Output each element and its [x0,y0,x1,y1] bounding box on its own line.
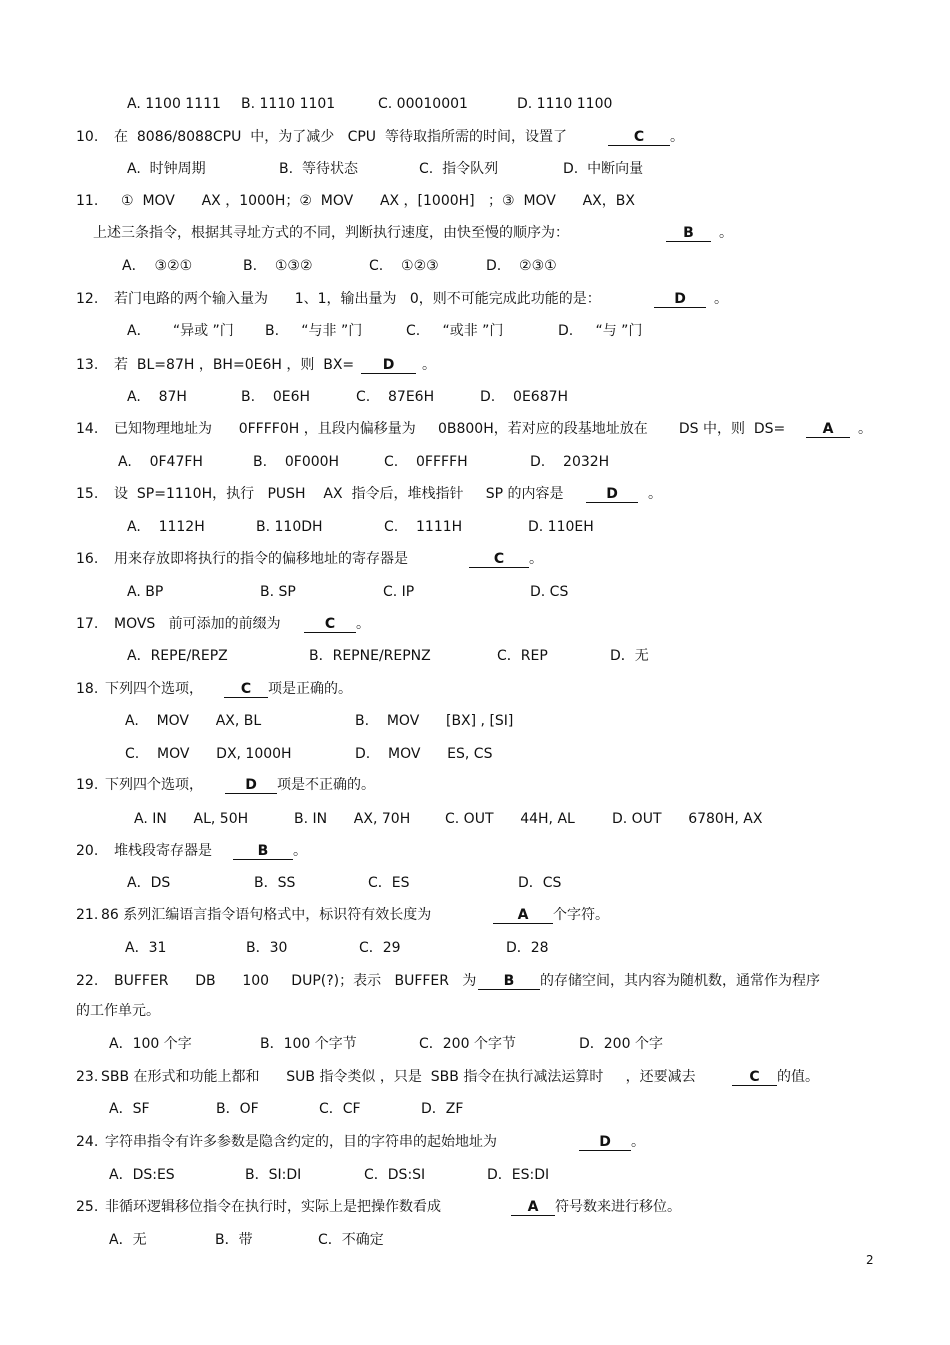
q23-number: 23. [76,1069,99,1085]
q20-option-d: D．CS [518,875,562,891]
q10-option-c: C. 指令队列 [419,161,499,177]
q21-option-d: D．28 [506,940,549,956]
q9-option-a: A. 1100 1111 [127,96,221,112]
q19-answer: D 项是不正确的。 [225,776,375,794]
q25-number: 25. [76,1199,99,1215]
q10-option-b: B. 等待状态 [279,161,358,177]
q13-option-d: D. 0E687H [480,389,569,405]
q18-option-a: A. MOV AX, BL [125,713,262,729]
q20-number: 20. [76,843,99,859]
q15-option-a: A. 1112H [127,519,205,535]
q11-answer: B 。 [666,224,733,242]
q11-option-b: B. ①③② [243,258,313,274]
q18-option-c: C. MOV DX, 1000H [125,746,292,762]
q15-option-b: B. 110DH [256,519,323,535]
q24-stem: 字符串指令有许多参数是隐含约定的，目的字符串的起始地址为 [105,1134,497,1150]
q23-stem: SBB 在形式和功能上都和 SUB 指令类似 ，只是 SBB 指令在执行减法运算时 ，还要减去 [101,1069,696,1085]
q9-option-c: C. 00010001 [378,96,468,112]
q14-stem: 已知物理地址为 0FFFF0H ，且段内偏移量为 0B800H，若对应的段基地址放在 DS 中，则 DS= [114,421,786,437]
q21-option-a: A．31 [125,940,167,956]
q12-number: 12. [76,291,99,307]
q20-option-b: B．SS [254,875,296,891]
q12-stem: 若门电路的两个输入量为 1、1，输出量为 0，则不可能完成此功能的是： [114,291,601,307]
q17-option-c: C．REP [497,648,548,664]
q12-option-b: B. “与非 ”门 [265,323,363,339]
q23-option-d: D．ZF [421,1101,464,1117]
q11-stem-2: 上述三条指令，根据其寻址方式的不同，判断执行速度，由快至慢的顺序为： [93,225,569,241]
q12-option-c: C. “或非 ”门 [406,323,504,339]
q15-option-c: C. 1111H [384,519,463,535]
q15-answer: D 。 [586,485,662,503]
q11-option-c: C. ①②③ [369,258,439,274]
q25-answer: A 符号数来进行移位。 [511,1198,681,1216]
q19-stem: 下列四个选项， [105,777,203,793]
q11-option-d: D. ②③① [486,258,557,274]
q18-option-b: B. MOV [BX] , [SI] [355,713,514,729]
q24-option-c: C．DS:SI [364,1167,426,1183]
q14-option-b: B. 0F000H [253,454,340,470]
q15-stem: 设 SP=1110H，执行 PUSH AX 指令后，堆栈指针 SP 的内容是 [114,486,564,502]
q10-stem: 在 8086/8088CPU 中，为了减少 CPU 等待取指所需的时间，设置了 [114,129,567,145]
q22-number: 22. [76,973,99,989]
q18-answer: C 项是正确的。 [224,680,352,698]
q14-option-a: A. 0F47FH [118,454,203,470]
q23-option-a: A．SF [109,1101,150,1117]
q24-option-a: A．DS:ES [109,1167,175,1183]
q20-answer: B 。 [233,842,307,860]
q17-answer: C 。 [304,615,370,633]
q21-stem: 86 系列汇编语言指令语句格式中，标识符有效长度为 [101,907,432,923]
q25-option-c: C．不确定 [318,1232,384,1248]
q19-option-b: B. IN AX, 70H [294,811,411,827]
q9-option-b: B. 1110 1101 [241,96,336,112]
q19-option-a: A. IN AL, 50H [134,811,249,827]
q20-option-c: C．ES [368,875,410,891]
q10-answer: C 。 [608,128,684,146]
q14-number: 14. [76,421,99,437]
q14-answer: A 。 [806,420,872,438]
q25-option-a: A．无 [109,1232,147,1248]
q10-option-d: D. 中断向量 [563,161,644,177]
q22-option-c: C．200 个字节 [419,1036,516,1052]
q21-answer: A 个字符。 [493,906,609,924]
q19-option-c: C. OUT 44H, AL [445,811,575,827]
q22-stem: BUFFER DB 100 DUP(?)；表示 BUFFER 为 [114,973,477,989]
q18-option-d: D. MOV ES, CS [355,746,493,762]
q18-number: 18. [76,681,99,697]
q12-option-a: A． “异或 ”门 [127,323,234,339]
q10-option-a: A. 时钟周期 [127,161,206,177]
q23-answer: C 的值。 [732,1068,819,1086]
q17-option-b: B．REPNE/REPNZ [309,648,431,664]
q24-option-b: B．SI:DI [245,1167,302,1183]
q11-stem: ① MOV AX ，1000H；② MOV AX ，[1000H] ；③ MOV AX，BX [121,193,635,209]
q21-number: 21. [76,907,99,923]
q20-stem: 堆栈段寄存器是 [114,843,212,859]
q16-stem: 用来存放即将执行的指令的偏移地址的寄存器是 [114,551,408,567]
q20-option-a: A．DS [127,875,171,891]
q13-option-b: B. 0E6H [241,389,311,405]
q13-answer: D 。 [361,356,436,374]
q10-number: 10. [76,129,99,145]
page-number: 2 [866,1253,874,1267]
q15-number: 15. [76,486,99,502]
q21-option-b: B．30 [246,940,288,956]
q13-option-a: A. 87H [127,389,187,405]
q17-option-a: A．REPE/REPZ [127,648,228,664]
q15-option-d: D. 110EH [528,519,594,535]
q25-option-b: B．带 [215,1232,253,1248]
q23-option-c: C．CF [319,1101,361,1117]
q13-stem: 若 BL=87H ，BH=0E6H ，则 BX= [114,357,355,373]
q22-option-a: A．100 个字 [109,1036,192,1052]
q12-answer: D 。 [654,290,728,308]
q24-answer: D 。 [579,1133,645,1151]
q13-option-c: C. 87E6H [356,389,435,405]
q24-option-d: D．ES:DI [487,1167,550,1183]
q19-option-d: D. OUT 6780H, AX [612,811,763,827]
q22-answer: B 的存储空间，其内容为随机数，通常作为程序 [478,972,820,990]
q21-option-c: C．29 [359,940,401,956]
q17-option-d: D．无 [610,648,649,664]
q11-option-a: A． ③②① [122,258,193,274]
q13-number: 13. [76,357,99,373]
q14-option-d: D. 2032H [530,454,610,470]
q16-option-b: B. SP [260,584,296,600]
q18-stem: 下列四个选项， [105,681,203,697]
q9-option-d: D. 1110 1100 [517,96,613,112]
q11-number: 11. [76,193,99,209]
q16-option-a: A. BP [127,584,164,600]
q16-option-d: D. CS [530,584,569,600]
q24-number: 24. [76,1134,99,1150]
q25-stem: 非循环逻辑移位指令在执行时，实际上是把操作数看成 [105,1199,441,1215]
q14-option-c: C. 0FFFFH [384,454,468,470]
q17-stem: MOVS 前可添加的前缀为 [114,616,281,632]
q22-option-d: D．200 个字 [579,1036,663,1052]
q22-stem-2: 的工作单元。 [76,1003,160,1019]
q22-option-b: B．100 个字节 [260,1036,357,1052]
q12-option-d: D. “与 ”门 [558,323,643,339]
q16-option-c: C. IP [383,584,415,600]
q17-number: 17. [76,616,99,632]
q16-answer: C 。 [469,550,543,568]
q16-number: 16. [76,551,99,567]
q23-option-b: B．OF [216,1101,259,1117]
q19-number: 19. [76,777,99,793]
